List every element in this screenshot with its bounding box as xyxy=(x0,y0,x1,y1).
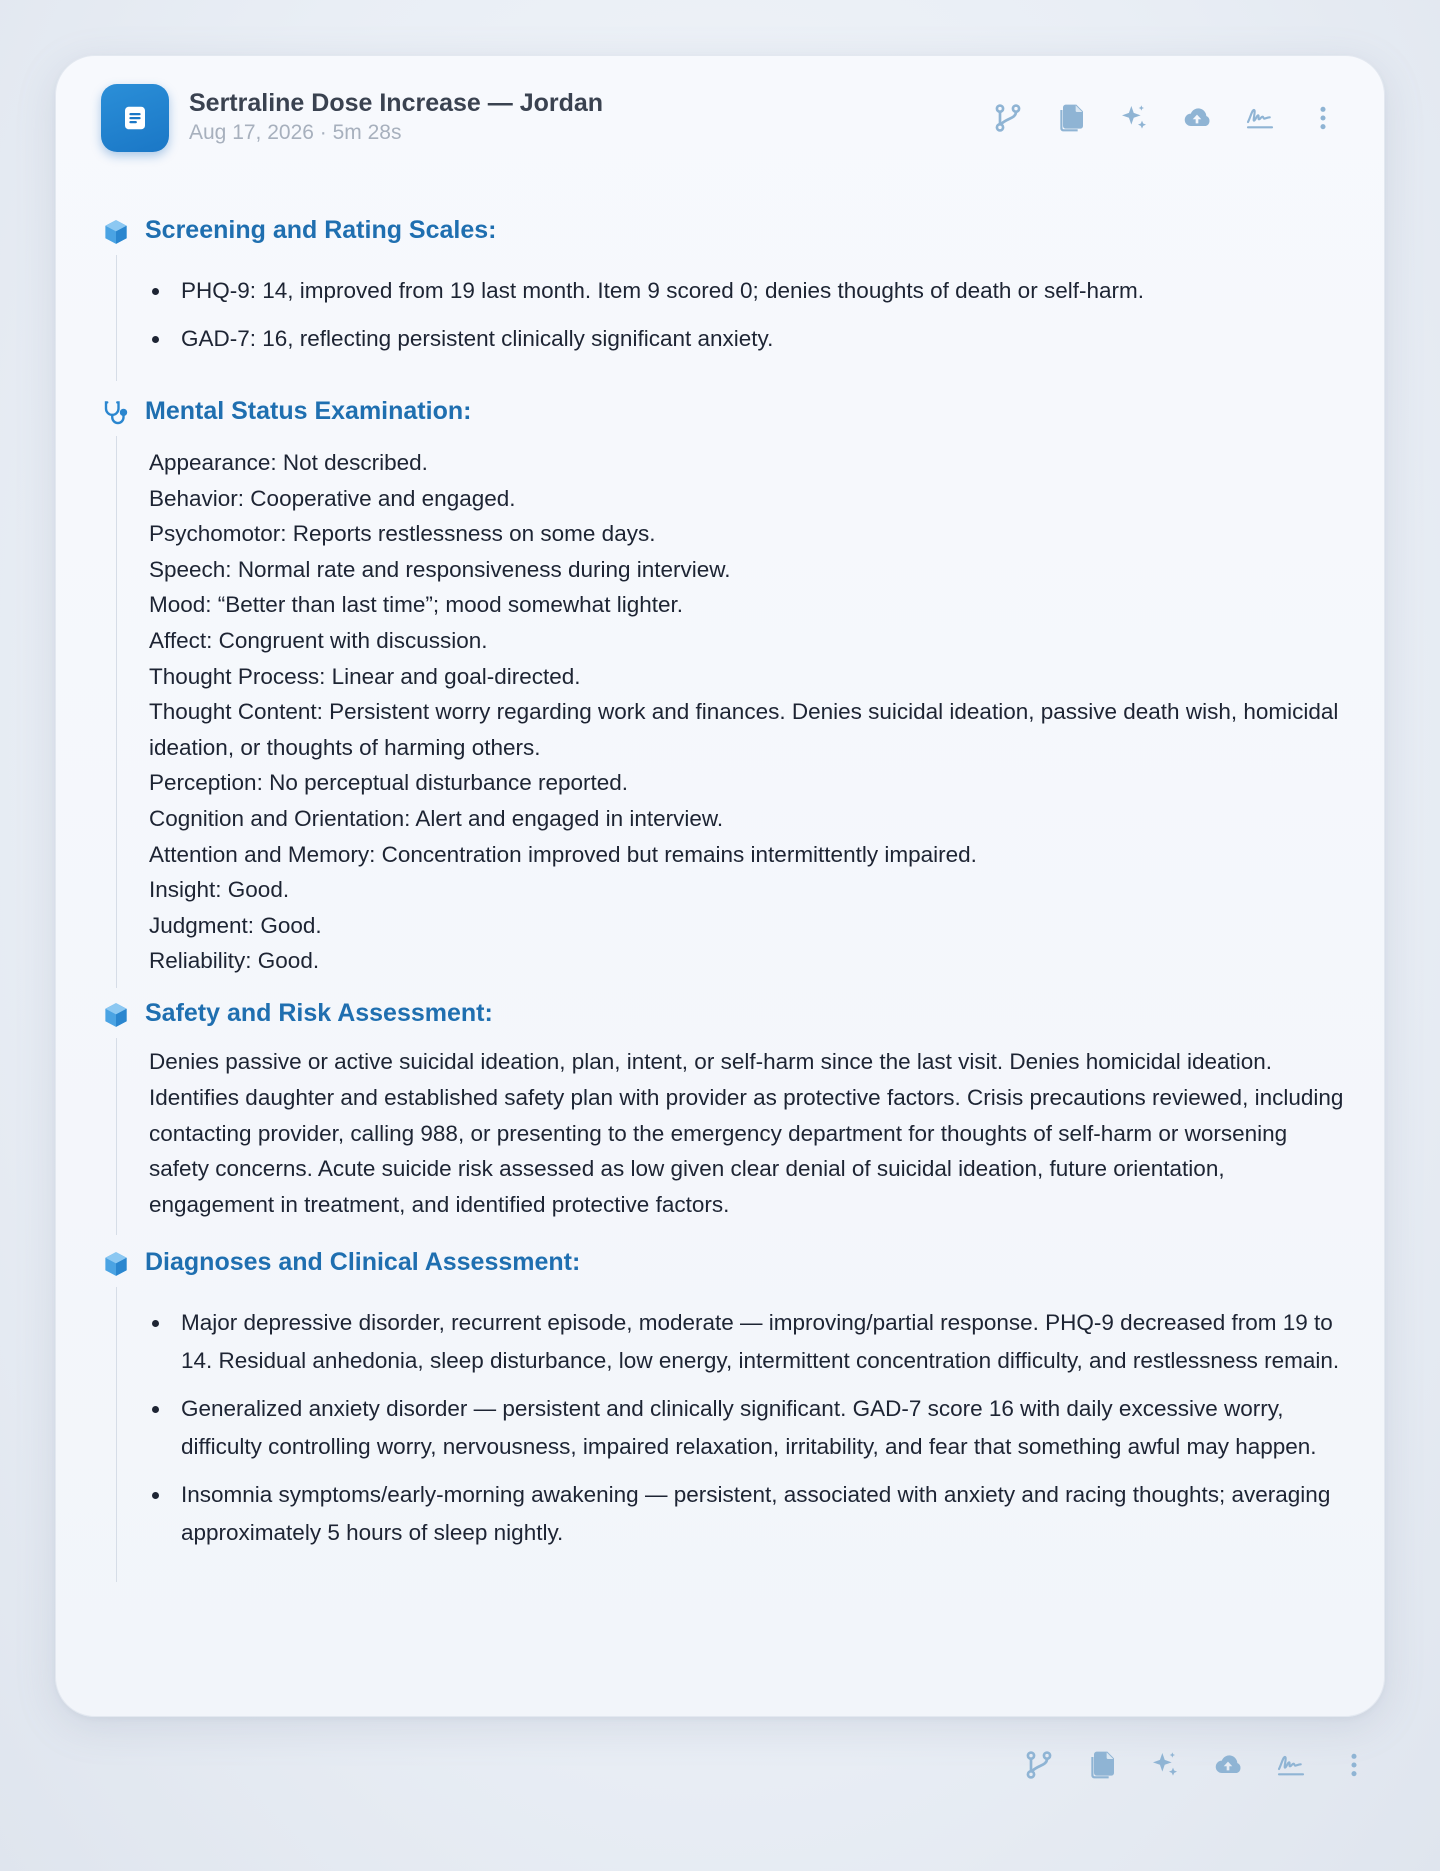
list-item: GAD-7: 16, reflecting persistent clinically significant anxiety. xyxy=(149,320,1344,358)
mse-line: Judgment: Good. xyxy=(149,912,322,938)
list-item: PHQ-9: 14, improved from 19 last month. Item 9 scored 0; denies thoughts of death or self-harm. xyxy=(149,272,1344,310)
section-title: Diagnoses and Clinical Assessment: xyxy=(145,1247,581,1276)
sparkle-icon[interactable] xyxy=(1133,1743,1196,1787)
mse-line: Appearance: Not described. xyxy=(149,450,428,475)
mse-line: Thought Process: Linear and goal-directed. xyxy=(149,663,581,689)
bottom-toolbar xyxy=(1007,1743,1385,1787)
branch-icon[interactable] xyxy=(1007,1743,1070,1787)
note-content xyxy=(101,211,1344,1582)
safety-text: Denies passive or active suicidal ideation, plan, intent, or self-harm since the last visit. Denies homicidal ideation. Identifies daughter and established safety plan with provider as protective factors. Crisis precautions reviewed, including contacting provider, calling 988, or presenting to the emergency department for thoughts of self-harm or worsening safety concerns. Acute suicide risk assessed as low given clear denial of suicidal ideation, future orientation, engagement in treatment, and identified protective factors. xyxy=(149,1048,1344,1218)
section-diagnoses xyxy=(101,1243,1344,1582)
cube-icon xyxy=(101,217,131,247)
signature-icon[interactable] xyxy=(1228,96,1291,140)
mse-list xyxy=(149,445,1344,979)
mse-line: Affect: Congruent with discussion. xyxy=(149,627,488,653)
copy-icon[interactable] xyxy=(1039,96,1102,140)
section-screening xyxy=(101,211,1344,381)
mse-line: Psychomotor: Reports restlessness on some days. xyxy=(149,521,656,547)
stethoscope-icon xyxy=(101,398,131,428)
note-title: Sertraline Dose Increase — Jordan xyxy=(189,89,604,117)
section-safety xyxy=(101,994,1344,1235)
section-title: Mental Status Examination: xyxy=(145,397,472,425)
cloud-upload-icon[interactable] xyxy=(1196,1743,1259,1787)
list-item: Major depressive disorder, recurrent episode, moderate — improving/partial response. PHQ-9 decreased from 19 to 14. Residual anhedonia, sleep disturbance, low energy, intermittent concentration difficulty, and restlessness remain. xyxy=(149,1304,1344,1380)
section-title: Screening and Rating Scales: xyxy=(145,216,497,244)
mse-line: Speech: Normal rate and responsiveness during interview. xyxy=(149,556,731,582)
branch-icon[interactable] xyxy=(976,96,1039,140)
mse-line: Insight: Good. xyxy=(149,877,290,903)
section-mse xyxy=(101,392,1344,988)
more-icon[interactable] xyxy=(1322,1743,1385,1787)
note-header xyxy=(101,84,1354,156)
mse-line: Behavior: Cooperative and engaged. xyxy=(149,485,516,511)
list-item: Insomnia symptoms/early-morning awakening — persistent, associated with anxiety and racing thoughts; averaging approximately 5 hours of sleep nightly. xyxy=(149,1476,1344,1552)
mse-line: Mood: “Better than last time”; mood somewhat lighter. xyxy=(149,592,683,618)
mse-line: Thought Content: Persistent worry regarding work and finances. Denies suicidal ideation, passive death wish, homicidal ideation, or thoughts of harming others. xyxy=(149,699,1339,760)
sparkle-icon[interactable] xyxy=(1102,96,1165,140)
diagnoses-list xyxy=(149,1304,1344,1552)
mse-line: Reliability: Good. xyxy=(149,948,320,974)
list-item: Generalized anxiety disorder — persistent and clinically significant. GAD-7 score 16 with daily excessive worry, difficulty controlling worry, nervousness, impaired relaxation, irritability, and fear that something awful may happen. xyxy=(149,1390,1344,1466)
note-meta: Aug 17, 2026 · 5m 28s xyxy=(189,121,402,144)
document-icon xyxy=(101,84,169,152)
mse-line: Attention and Memory: Concentration improved but remains intermittently impaired. xyxy=(149,841,977,867)
mse-line: Perception: No perceptual disturbance reported. xyxy=(149,770,629,796)
note-card xyxy=(55,55,1385,1717)
section-title: Safety and Risk Assessment: xyxy=(145,998,493,1027)
copy-icon[interactable] xyxy=(1070,1743,1133,1787)
cloud-upload-icon[interactable] xyxy=(1165,96,1228,140)
screening-list xyxy=(149,272,1344,358)
top-toolbar xyxy=(976,96,1354,140)
cube-icon xyxy=(101,1249,131,1279)
cube-icon xyxy=(101,1000,131,1030)
more-icon[interactable] xyxy=(1291,96,1354,140)
signature-icon[interactable] xyxy=(1259,1743,1322,1787)
mse-line: Cognition and Orientation: Alert and engaged in interview. xyxy=(149,805,724,831)
